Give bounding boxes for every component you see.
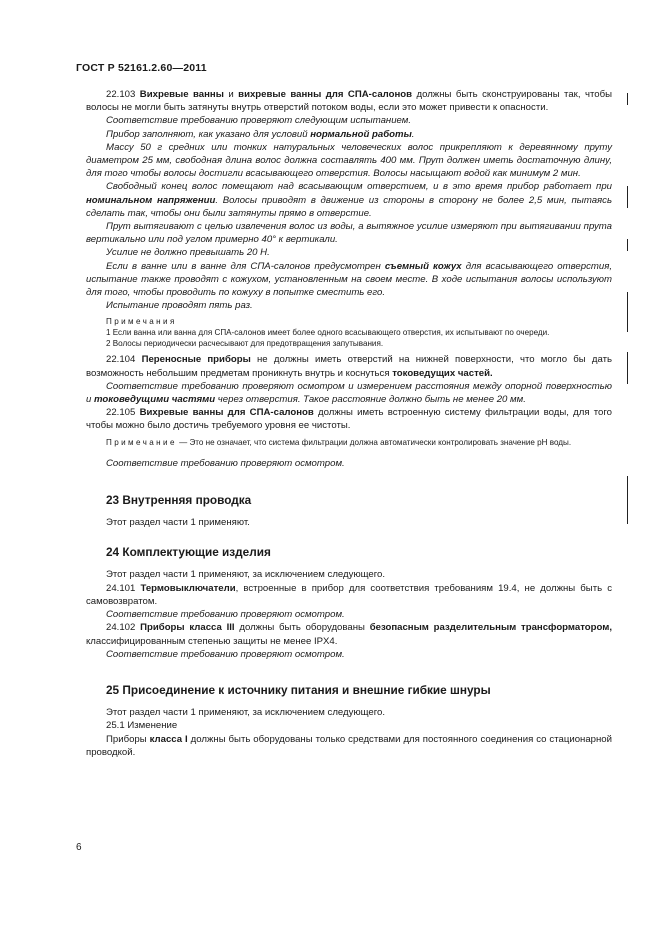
change-bar-1 [627,93,628,105]
note-2: 2 Волосы периодически расчесывают для предотвращения запутывания. [106,339,384,349]
clause-22-103: 22.103 Вихревые ванны и вихревые ванны для СПА-салонов должны быть сконструированы так, чтобы волосы не могли быть затянуты внутрь отверстий потоком воды, если это может привести к опасности. [86,89,612,114]
notes-title: Примечания [106,317,177,327]
change-bar-4 [627,292,628,332]
compliance-inspect-2: Соответствие требованию проверяют осмотром. [106,609,345,621]
compliance-test: Соответствие требованию проверяют следующим испытанием. [106,115,412,127]
section-23-text: Этот раздел части 1 применяют. [106,517,250,529]
clause-22-104: 22.104 Переносные приборы не должны иметь отверстий на нижней поверхности, что могло бы дать возможность небольшим предметам проникнуть внутрь и коснуться токоведущих частей. [86,354,613,379]
change-bar-5 [627,352,628,384]
test-hair-mass: Массу 50 г средних или тонких натуральных человеческих волос прикрепляют к деревянному пруту диаметром 25 мм, свободная длина волос должна составлять 400 мм. Прут должен иметь достаточную длину, для того чтобы волосы достигли всасывающего отверстия. Волосы насыщают водой как минимум 2 мин. [86,141,612,180]
section-25-title: 25 Присоединение к источнику питания и внешние гибкие шнуры [106,682,491,697]
page-number: 6 [76,842,82,853]
note-1: 1 Если ванна или ванна для СПА-салонов имеет более одного всасывающего отверстия, их испытывают по очереди. [106,328,550,338]
section-23-title: 23 Внутренняя проводка [106,492,252,507]
compliance-inspect-3: Соответствие требованию проверяют осмотром. [106,648,345,660]
clause-25-1: 25.1 Изменение [106,720,178,732]
note-single: Примечание — Это не означает, что система фильтрации должна автоматически контролировать значение pH воды. [106,437,572,447]
test-rod-raise: Прут вытягивают с целью извлечения волос из воды, а вытяжное усилие измеряют при вытягивании прута вертикально или под углом примерно 40° к вертикали. [86,221,612,246]
section-25-intro: Этот раздел части 1 применяют, за исключением следующего. [106,707,386,719]
clause-22-105: 22.105 Вихревые ванны для СПА-салонов должны иметь встроенную систему фильтрации воды, для того чтобы можно было достичь требуемого уровня ее чистоты. [86,407,612,432]
compliance-inspect: Соответствие требованию проверяют осмотром. [106,457,345,469]
test-free-end: Свободный конец волос помещают над всасывающим отверстием, и в это время прибор работает при номинальном напряжении. Волосы приводят в движение из стороны в сторону не более 2,5 мин, пытаясь сделать так, чтобы они были затянуты прямо в отверстие. [86,181,613,219]
body-text [86,88,612,759]
section-24-intro: Этот раздел части 1 применяют, за исключением следующего. [106,569,386,581]
change-bar-2 [627,186,628,208]
section-24-title: 24 Комплектующие изделия [106,545,271,560]
clause-25-1-text: Приборы класса I должны быть оборудованы только средствами для постоянного соединения со стационарной проводкой. [86,733,612,758]
test-five-times: Испытание проводят пять раз. [106,300,253,312]
compliance-inspect-measure: Соответствие требованию проверяют осмотром и измерением расстояния между опорной поверхностью и токоведущими частями через отверстия. Такое расстояние должно быть не менее 20 мм. [86,380,612,406]
document-header: ГОСТ Р 52161.2.60—2011 [76,62,207,74]
clause-24-101: 24.101 Термовыключатели, встроенные в прибор для соответствия требованиям 19.4, не должны быть с самовозвратом. [86,582,613,607]
clause-24-102: 24.102 Приборы класса III должны быть оборудованы безопасным разделительным трансформатором, классифицированным степенью защиты не менее IPX4. [86,622,613,647]
test-filled: Прибор заполняют, как указано для условий нормальной работы. [106,128,415,140]
test-force-limit: Усилие не должно превышать 20 Н. [106,247,270,259]
change-bar-3 [627,239,628,251]
change-bar-6 [627,476,628,524]
test-removable-cover: Если в ванне или в ванне для СПА-салонов предусмотрен съемный кожух для всасывающего отверстия, испытание также проводят с кожухом, установленным на своем месте. В ходе испытания волосы используют для того, чтобы проводить по кожуху в попытке сместить его. [86,260,612,299]
